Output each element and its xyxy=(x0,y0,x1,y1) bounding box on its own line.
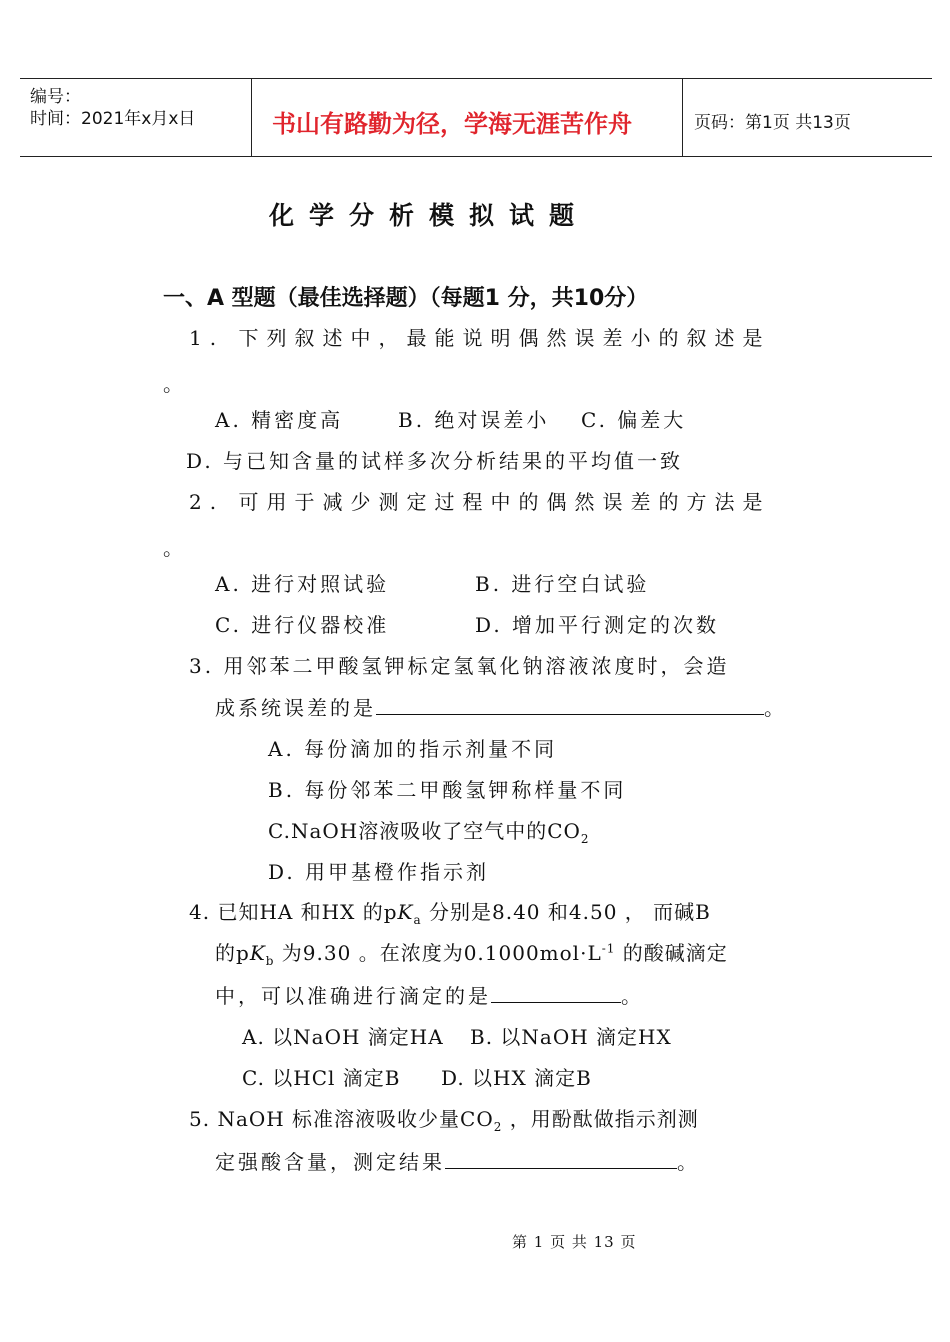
q4-line3 xyxy=(215,980,644,1009)
q5-line2-text: 定强酸含量，测定结果 xyxy=(215,1150,445,1174)
q4-answer-blank xyxy=(491,982,621,1003)
q4-line2-k: K xyxy=(249,941,266,965)
q3-option-c-sub: 2 xyxy=(580,832,590,846)
header-divider-right xyxy=(682,78,683,157)
q1-option-b: B. 绝对误差小 xyxy=(398,408,550,432)
q4-end: 。 xyxy=(621,984,644,1008)
q4-line1-b: 分别是8.40 和4.50 ， 而碱B xyxy=(421,900,711,924)
q5-line1-a: 5. NaOH 标准溶液吸收少量CO xyxy=(189,1107,494,1131)
q3-end: 。 xyxy=(764,696,787,720)
q4-option-b: B. 以NaOH 滴定HX xyxy=(470,1025,672,1049)
q4-option-d: D. 以HX 滴定B xyxy=(441,1066,592,1090)
q2-option-d: D. 增加平行测定的次数 xyxy=(475,613,720,637)
q5-line1 xyxy=(189,1103,699,1134)
q3-option-d: D. 用甲基橙作指示剂 xyxy=(268,860,490,884)
section-heading: 一、A 型题（最佳选择题）（每题1 分，共10分） xyxy=(163,286,649,311)
q1-option-d: D. 与已知含量的试样多次分析结果的平均值一致 xyxy=(186,449,684,473)
q3-option-c xyxy=(268,815,590,846)
q5-end: 。 xyxy=(677,1150,700,1174)
q4-line2-sub: b xyxy=(265,954,275,968)
header-time-label: 时间：2021年x月x日 xyxy=(30,109,196,129)
q1-stem: 1. 下列叙述中，最能说明偶然误差小的叙述是 xyxy=(189,326,771,350)
header-page-label: 页码：第1页 共13页 xyxy=(694,113,851,133)
q5-line1-b: ，用酚酞做指示剂测 xyxy=(502,1107,699,1131)
q3-option-c-text: C.NaOH溶液吸收了空气中的CO xyxy=(268,819,581,843)
q1-option-c: C. 偏差大 xyxy=(581,408,687,432)
q4-line2-b: 为9.30 。在浓度为0.1000mol·L xyxy=(274,941,602,965)
q4-line1-a: 4. 已知HA 和HX 的p xyxy=(189,900,398,924)
q4-line2 xyxy=(215,937,728,968)
q4-line2-a: 的p xyxy=(215,941,250,965)
q2-option-c: C. 进行仪器校准 xyxy=(215,613,390,637)
q2-stem: 2. 可用于减少测定过程中的偶然误差的方法是 xyxy=(189,490,771,514)
header-divider-left xyxy=(251,78,252,157)
q2-end: 。 xyxy=(163,536,186,560)
q3-line2 xyxy=(215,692,787,721)
q1-end: 。 xyxy=(163,372,186,396)
q4-line1-k: K xyxy=(397,900,414,924)
q5-answer-blank xyxy=(445,1148,677,1169)
q3-line1: 3. 用邻苯二甲酸氢钾标定氢氧化钠溶液浓度时，会造 xyxy=(189,654,730,678)
q2-option-b: B. 进行空白试验 xyxy=(475,572,650,596)
header-number-label: 编号： xyxy=(30,87,81,107)
q3-option-a: A. 每份滴加的指示剂量不同 xyxy=(268,737,558,761)
header-top-rule xyxy=(20,78,932,79)
q3-line2-text: 成系统误差的是 xyxy=(215,696,376,720)
q4-line1 xyxy=(189,896,711,927)
q2-option-a: A. 进行对照试验 xyxy=(215,572,390,596)
q5-line2 xyxy=(215,1146,700,1175)
page-title: 化学分析模拟试题 xyxy=(269,201,590,230)
q3-answer-blank xyxy=(376,694,764,715)
q1-option-a: A. 精密度高 xyxy=(215,408,344,432)
q4-line1-sub: a xyxy=(413,913,422,927)
q4-option-a: A. 以NaOH 滴定HA xyxy=(242,1025,444,1049)
q5-line1-sub: 2 xyxy=(493,1120,503,1134)
q4-line2-c: 的酸碱滴定 xyxy=(615,941,728,965)
q4-line3-text: 中，可以准确进行滴定的是 xyxy=(215,984,491,1008)
header-bottom-rule xyxy=(20,156,932,157)
header-motto: 书山有路勤为径，学海无涯苦作舟 xyxy=(272,110,632,138)
q3-option-b: B. 每份邻苯二甲酸氢钾称样量不同 xyxy=(268,778,627,802)
page-footer: 第 1 页 共 13 页 xyxy=(512,1233,637,1251)
q4-line2-sup: -1 xyxy=(601,941,616,956)
q4-option-c: C. 以HCl 滴定B xyxy=(242,1066,401,1090)
